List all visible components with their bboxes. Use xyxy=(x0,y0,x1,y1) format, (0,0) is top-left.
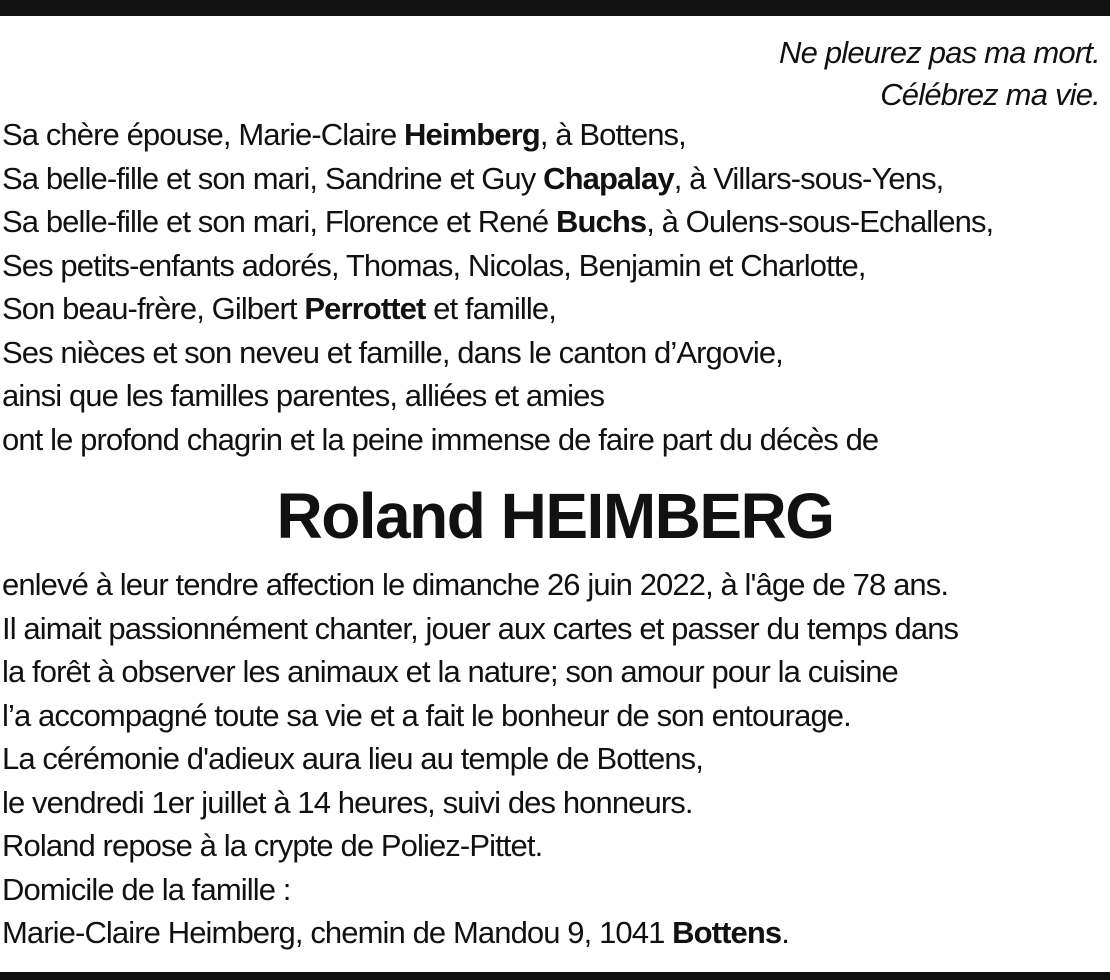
family-line xyxy=(2,244,1106,288)
surname: Heimberg xyxy=(404,117,540,152)
text-segment: La cérémonie d'adieux aura lieu au temple de Bottens, xyxy=(2,741,703,776)
epigraph xyxy=(779,32,1100,116)
family-line xyxy=(2,200,1106,244)
text-segment: Sa belle-fille et son mari, Florence et René xyxy=(2,204,556,239)
text-segment: Ses petits-enfants adorés, Thomas, Nicolas, Benjamin et Charlotte, xyxy=(2,247,866,283)
details-line xyxy=(2,563,1106,607)
details-line xyxy=(2,824,1106,868)
obituary-details xyxy=(2,563,1106,955)
text-segment: l’a accompagné toute sa vie et a fait le bonheur de son entourage. xyxy=(2,697,851,733)
text-segment: Son beau-frère, Gilbert xyxy=(2,291,305,326)
text-segment: Ses nièces et son neveu et famille, dans le canton d’Argovie, xyxy=(2,334,783,370)
text-segment: . xyxy=(781,915,789,950)
epigraph-line-1: Ne pleurez pas ma mort. xyxy=(778,35,1100,70)
surname: Perrottet xyxy=(304,291,426,326)
details-line xyxy=(2,737,1106,781)
text-segment: enlevé à leur tendre affection le dimanche 26 juin 2022, à l'âge de 78 ans. xyxy=(2,567,949,602)
family-line xyxy=(2,374,1106,418)
text-segment: ont le profond chagrin et la peine immense de faire part du décès de xyxy=(2,421,879,457)
text-segment: Sa belle-fille et son mari, Sandrine et Guy xyxy=(2,160,544,196)
text-segment: Il aimait passionnément chanter, jouer aux cartes et passer du temps dans xyxy=(2,610,959,646)
surname: Chapalay xyxy=(543,160,674,196)
details-line xyxy=(2,650,1106,694)
surname: Buchs xyxy=(555,204,647,239)
epigraph-line-2: Célébrez ma vie. xyxy=(880,77,1100,112)
text-segment: Sa chère épouse, Marie-Claire xyxy=(2,117,405,152)
family-line xyxy=(2,287,1106,331)
details-line xyxy=(2,781,1106,825)
text-segment: Domicile de la famille : xyxy=(2,871,291,907)
details-line xyxy=(2,607,1106,651)
details-line xyxy=(2,868,1106,912)
family-line xyxy=(2,113,1106,157)
text-segment: le vendredi 1er juillet à 14 heures, suivi des honneurs. xyxy=(2,784,693,820)
top-border xyxy=(0,0,1110,16)
text-segment: , à Bottens, xyxy=(539,117,686,152)
details-line xyxy=(2,911,1106,955)
text-segment: Marie-Claire Heimberg, chemin de Mandou 9, 1041 xyxy=(2,915,673,950)
family-line xyxy=(2,418,1106,462)
text-segment: Roland repose à la crypte de Poliez-Pittet. xyxy=(2,828,543,863)
text-segment: , à Oulens-sous-Echallens, xyxy=(646,204,994,239)
family-line xyxy=(2,157,1106,201)
town-name: Bottens xyxy=(672,915,782,950)
text-segment: la forêt à observer les animaux et la nature; son amour pour la cuisine xyxy=(2,654,898,689)
text-segment: ainsi que les familles parentes, alliées et amies xyxy=(2,378,605,413)
details-line xyxy=(2,694,1106,738)
family-announcement xyxy=(2,113,1106,461)
family-line xyxy=(2,331,1106,375)
deceased-name: Roland HEIMBERG xyxy=(276,480,834,552)
text-segment: et famille, xyxy=(425,291,556,326)
text-segment: , à Villars-sous-Yens, xyxy=(673,160,944,196)
bottom-border xyxy=(0,972,1110,980)
